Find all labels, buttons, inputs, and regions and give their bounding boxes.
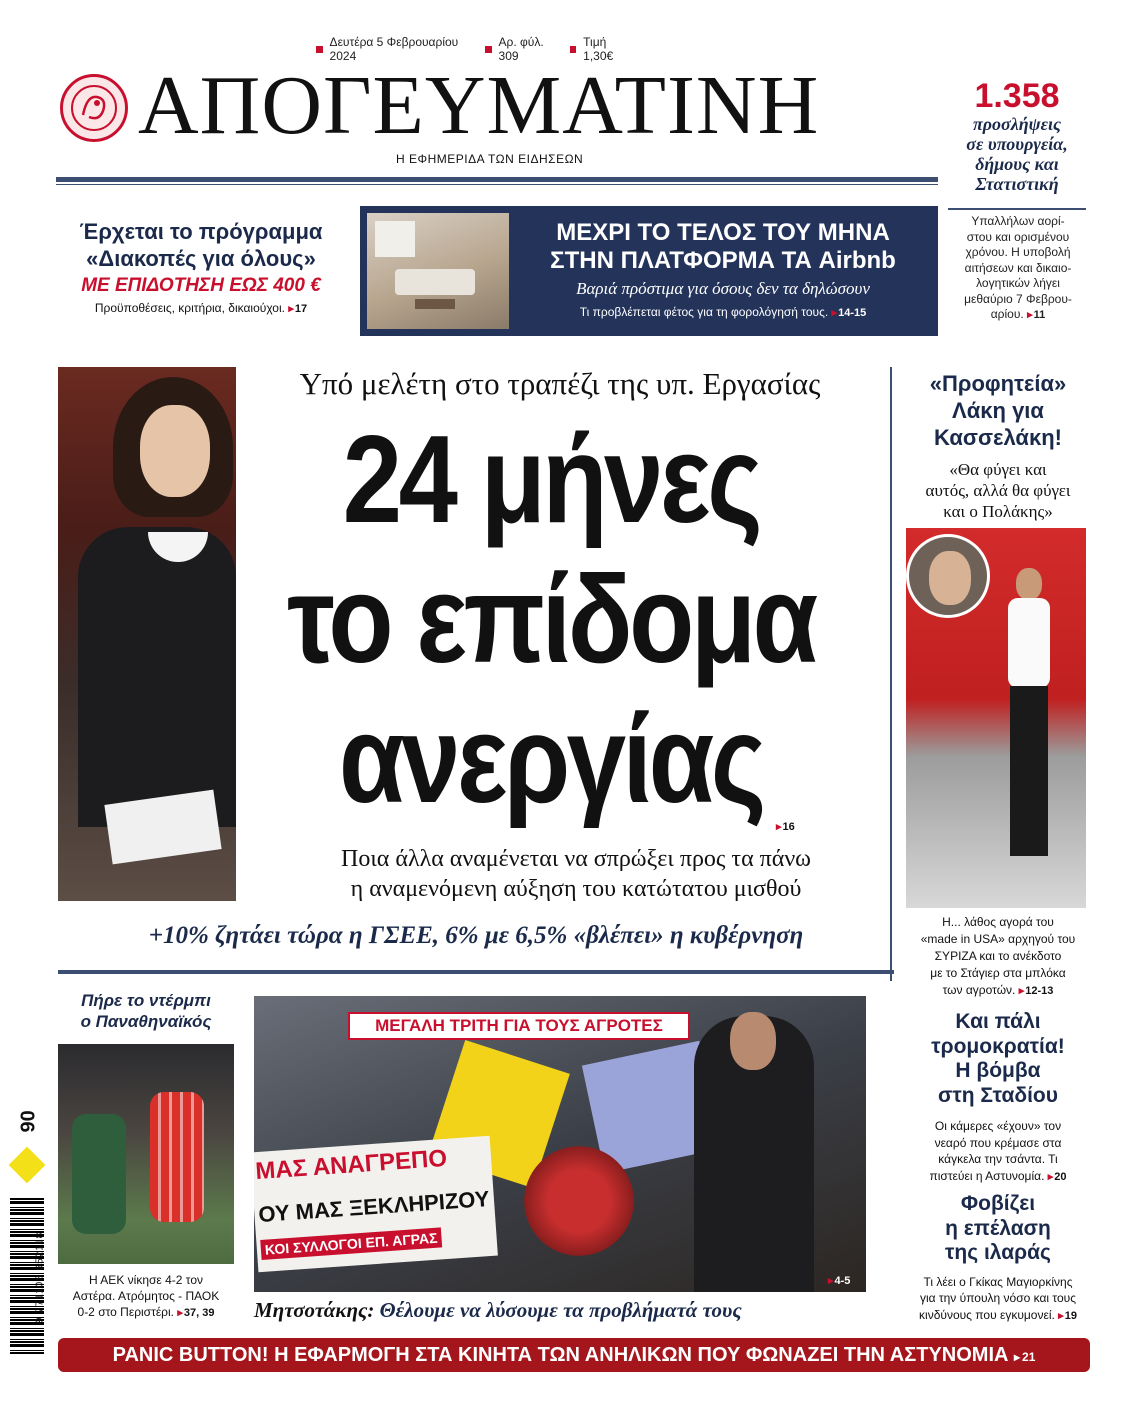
kasselakis-caption-line: Η... λάθος αγορά του	[942, 915, 1054, 929]
page-ref[interactable]: ▸ 37, 39	[177, 1307, 214, 1319]
main-headline-line: ανεργίας	[339, 691, 763, 829]
measles-headline-line: Φοβίζει	[960, 1192, 1036, 1215]
vacations-headline-line: «Διακοπές για όλους»	[86, 246, 316, 271]
measles-body-line: για την ύπουλη νόσο και τους	[919, 1291, 1077, 1305]
issue-date: Δευτέρα 5 Φεβρουαρίου 2024	[329, 35, 459, 63]
kasselakis-caption-line: ΣΥΡΙΖΑ και το ανέκδοτο	[934, 949, 1062, 963]
page-ref[interactable]: ▸ 20	[1048, 1171, 1067, 1183]
jobs-body-line: μεθαύριο 7 Φεβρου-	[964, 291, 1072, 306]
edition-number: 90	[17, 1110, 40, 1133]
section-rule	[58, 970, 894, 974]
kasselakis-teaser[interactable]	[906, 370, 1090, 522]
issue-price: Τιμή 1,30€	[583, 35, 614, 63]
minister-photo	[58, 367, 236, 901]
column-rule	[890, 367, 892, 981]
airbnb-headline	[515, 219, 931, 275]
kasselakis-caption	[906, 914, 1090, 1000]
page-ref[interactable]: ▸ 21	[1014, 1350, 1035, 1364]
protest-banner-line: ΟΥ ΜΑΣ ΞΕΚΛΗΡΙΖΟΥ	[257, 1185, 491, 1228]
airbnb-headline-line: ΣΤΗΝ ΠΛΑΤΦΟΡΜΑ ΤΑ Airbnb	[550, 247, 896, 274]
page-ref[interactable]: ▸ 14-15	[832, 307, 867, 319]
main-deck	[256, 844, 896, 904]
airbnb-subhead: Βαριά πρόστιμα για όσους δεν τα δηλώσουν	[576, 279, 870, 298]
farmers-protest-photo	[254, 996, 866, 1292]
jobs-headline-line: Στατιστική	[975, 174, 1059, 194]
page-ref[interactable]: ▸ 19	[1058, 1310, 1077, 1322]
caption-quote: Θέλουμε να λύσουμε τα προβλήματά τους	[379, 1298, 742, 1322]
page-ref[interactable]: ▸ 17	[288, 303, 307, 315]
airbnb-note: Τι προβλέπεται φέτος για τη φορολόγησή τους. ▸ 14-15	[515, 305, 931, 319]
jobs-body-line: αιτήσεων και δικαιο-	[964, 260, 1072, 275]
derby-caption-line: Η ΑΕΚ νίκησε 4-2 τον	[88, 1273, 204, 1287]
barcode-digits: 9 771108 652118	[34, 1231, 46, 1324]
main-kicker: Υπό μελέτη στο τραπέζι της υπ. Εργασίας	[299, 366, 821, 401]
polakis-inset-photo	[906, 534, 990, 618]
vacations-subhead: ΜΕ ΕΠΙΔΟΤΗΣΗ ΕΩΣ 400 €	[81, 275, 321, 296]
vacations-headline	[60, 218, 342, 272]
football-photo	[58, 1044, 234, 1264]
header-rule	[56, 177, 938, 182]
jobs-number: 1.358	[974, 77, 1060, 115]
tagline: Η ΕΦΗΜΕΡΙΔΑ ΤΩΝ ΕΙΔΗΣΕΩΝ	[396, 152, 584, 166]
main-headline-line: 24 μήνες	[342, 411, 760, 549]
terrorism-body-line: πιστεύει η Αστυνομία. ▸ 20	[906, 1168, 1090, 1186]
jobs-divider	[948, 208, 1086, 210]
newspaper-logo-icon	[60, 74, 128, 142]
airbnb-headline-line: ΜΕΧΡΙ ΤΟ ΤΕΛΟΣ ΤΟΥ ΜΗΝΑ	[556, 219, 890, 246]
protest-banner	[254, 1136, 498, 1272]
kasselakis-caption-line: των αγροτών. ▸ 12-13	[906, 982, 1090, 1000]
vacations-note: Προϋποθέσεις, κριτήρια, δικαιούχοι. ▸ 17	[60, 301, 342, 315]
page-ref[interactable]: ▸ 16	[776, 820, 795, 833]
jobs-body-line: αρίου. ▸ 11	[950, 307, 1086, 324]
diamond-icon	[9, 1147, 46, 1184]
kasselakis-quote-line: αυτός, αλλά θα φύγει	[925, 481, 1071, 500]
main-deck-line: Ποια άλλα αναμένεται να σπρώξει προς τα πάνω	[341, 846, 811, 872]
jobs-headline-line: σε υπουργεία,	[966, 134, 1068, 154]
derby-caption-line: Αστέρα. Ατρόμητος - ΠΑΟΚ	[72, 1289, 220, 1303]
header-rule-thin	[56, 184, 938, 185]
jobs-body-line: λογητικών λήγει	[976, 276, 1060, 290]
kasselakis-quote-line: «Θα φύγει και	[949, 460, 1047, 479]
page-ref[interactable]: ▸ 12-13	[1019, 985, 1054, 997]
living-room-photo	[367, 213, 509, 329]
jobs-headline	[948, 114, 1086, 194]
kasselakis-quote	[906, 459, 1090, 522]
caption-speaker: Μητσοτάκης:	[254, 1298, 375, 1322]
bullet-icon	[570, 46, 577, 53]
protest-banner-line: ΚΟΙ ΣΥΛΛΟΓΟΙ ΕΠ. ΑΓΡΑΣ	[260, 1227, 442, 1260]
masthead: ΑΠΟΓΕΥΜΑΤΙΝΗ	[138, 59, 820, 152]
measles-body-line: Τι λέει ο Γκίκας Μαγιορκίνης	[923, 1274, 1073, 1289]
kasselakis-headline-line: «Προφητεία»	[929, 371, 1067, 396]
jobs-body-line: στου και ορισμένου	[966, 229, 1070, 244]
panic-button-banner[interactable]	[58, 1338, 1090, 1372]
main-headline[interactable]	[254, 410, 847, 830]
kasselakis-caption-line: με το Στάγιερ στα μπλόκα	[930, 966, 1066, 980]
measles-headline-line: η επέλαση	[945, 1216, 1051, 1240]
measles-body-line: κινδύνους που εγκυμονεί. ▸ 19	[906, 1307, 1090, 1325]
derby-headline-line: ο Παναθηναϊκός	[80, 1012, 212, 1031]
kasselakis-photo	[906, 528, 1086, 908]
jobs-body	[950, 214, 1086, 324]
derby-headline-line: Πήρε το ντέρμπι	[81, 991, 211, 1010]
vacations-teaser[interactable]	[60, 218, 342, 315]
terrorism-body	[906, 1118, 1090, 1185]
bullet-icon	[316, 46, 323, 53]
main-headline-line: το επίδομα	[287, 551, 815, 689]
terrorism-body-line: Οι κάμερες «έχουν» τον	[934, 1119, 1062, 1133]
issue-meta	[316, 35, 636, 63]
kasselakis-quote-line: και ο Πολάκης»	[943, 502, 1053, 521]
measles-teaser[interactable]	[906, 1192, 1090, 1324]
terrorism-body-line: νεαρό που κρέμασε στα	[934, 1135, 1062, 1150]
issue-number: Αρ. φύλ. 309	[498, 35, 544, 63]
kasselakis-caption-line: «made in USA» αρχηγού του	[920, 932, 1076, 946]
terrorism-headline-line: Και πάλι	[955, 1010, 1041, 1033]
jobs-headline-line: δήμους και	[975, 154, 1059, 174]
terrorism-body-line: κάγκελα την τσάντα. Τι	[938, 1152, 1058, 1166]
terrorism-headline	[906, 1010, 1090, 1108]
terrorism-teaser[interactable]	[906, 1010, 1090, 1185]
derby-caption	[58, 1272, 234, 1321]
measles-headline-line: της ιλαράς	[945, 1241, 1051, 1264]
terrorism-headline-line: Η βόμβα	[955, 1059, 1041, 1082]
terrorism-headline-line: στη Σταδίου	[938, 1083, 1058, 1107]
main-deck-line: η αναμενόμενη αύξηση του κατώτατου μισθού	[350, 876, 802, 902]
kasselakis-headline-line: Λάκη για	[952, 398, 1044, 423]
bullet-icon	[485, 46, 492, 53]
derby-teaser[interactable]	[58, 990, 234, 1032]
jobs-teaser[interactable]	[948, 78, 1086, 206]
airbnb-text	[515, 219, 931, 319]
panic-banner-text: PANIC BUTTON! Η ΕΦΑΡΜΟΓΗ ΣΤΑ ΚΙΝΗΤΑ ΤΩΝ ΑΝΗΛΙΚΩΝ ΠΟΥ ΦΩΝΑΖΕΙ ΤΗΝ ΑΣΤΥΝΟΜΙΑ	[112, 1344, 1009, 1366]
farmers-label: ΜΕΓΑΛΗ ΤΡΙΤΗ ΓΙΑ ΤΟΥΣ ΑΓΡΟΤΕΣ	[348, 1012, 690, 1040]
kasselakis-headline-line: Κασσελάκη!	[934, 425, 1062, 450]
measles-headline	[906, 1192, 1090, 1266]
jobs-headline-line: προσλήψεις	[972, 114, 1062, 134]
page-ref[interactable]: ▸ 4-5	[828, 1274, 850, 1287]
kasselakis-headline	[906, 370, 1090, 451]
derby-caption-line: 0-2 στο Περιστέρι. ▸ 37, 39	[58, 1304, 234, 1321]
protest-banner-line: ΜΑΣ ΑΝΑΓΡΕΠΟ	[254, 1144, 448, 1186]
airbnb-banner[interactable]	[360, 206, 938, 336]
jobs-body-line: χρόνου. Η υποβολή	[965, 245, 1071, 259]
terrorism-headline-line: τρομοκρατία!	[931, 1034, 1065, 1058]
farmers-caption[interactable]	[254, 1298, 894, 1323]
measles-body	[906, 1274, 1090, 1325]
jobs-body-line: Υπαλλήλων αορί-	[971, 214, 1065, 228]
derby-headline	[58, 990, 234, 1032]
page-ref[interactable]: ▸ 11	[1027, 309, 1045, 321]
vacations-headline-line: Έρχεται το πρόγραμμα	[79, 219, 323, 244]
main-deck-secondary: +10% ζητάει τώρα η ΓΣΕΕ, 6% με 6,5% «βλέπει» η κυβέρνηση	[148, 922, 804, 949]
